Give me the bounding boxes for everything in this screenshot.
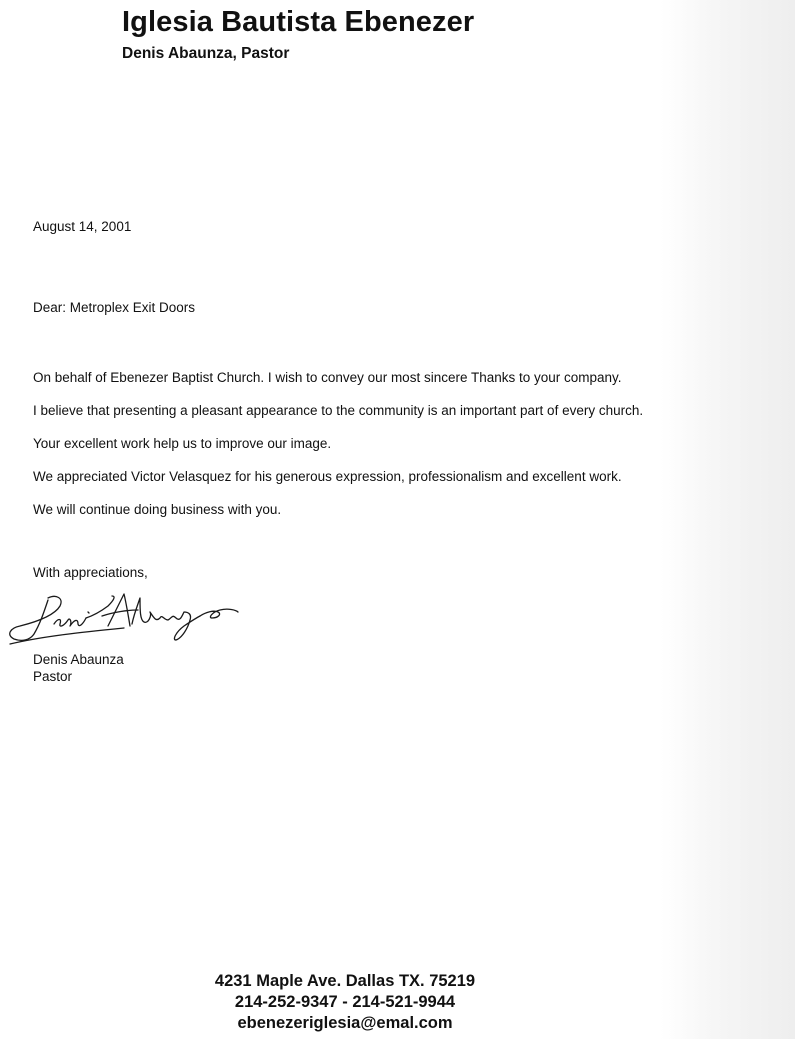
body-paragraph: We appreciated Victor Velasquez for his generous expression, professionalism and excellent work. — [33, 469, 622, 484]
letter-body — [33, 370, 643, 535]
letter-salutation: Dear: Metroplex Exit Doors — [33, 300, 196, 315]
letter-closing: With appreciations, — [33, 565, 148, 580]
letterhead-title: Iglesia Bautista Ebenezer — [122, 6, 475, 38]
letter-date: August 14, 2001 — [33, 219, 132, 234]
footer-email: ebenezeriglesia@emal.com — [237, 1014, 453, 1032]
body-paragraph: On behalf of Ebenezer Baptist Church. I wish to convey our most sincere Thanks to your company. — [33, 370, 622, 385]
footer-address: 4231 Maple Ave. Dallas TX. 75219 — [214, 972, 476, 990]
footer-phones: 214-252-9347 - 214-521-9944 — [234, 993, 456, 1011]
body-paragraph: We will continue doing business with you. — [33, 502, 282, 517]
handwritten-signature — [4, 582, 240, 662]
scan-shadow — [660, 0, 795, 1039]
letterhead-subtitle: Denis Abaunza, Pastor — [122, 45, 290, 62]
body-paragraph: I believe that presenting a pleasant appearance to the community is an important part of every church. — [33, 403, 644, 418]
letter-footer — [100, 971, 590, 1034]
signer-title: Pastor — [33, 669, 73, 684]
signer-name: Denis Abaunza — [33, 652, 124, 667]
body-paragraph: Your excellent work help us to improve our image. — [33, 436, 332, 451]
